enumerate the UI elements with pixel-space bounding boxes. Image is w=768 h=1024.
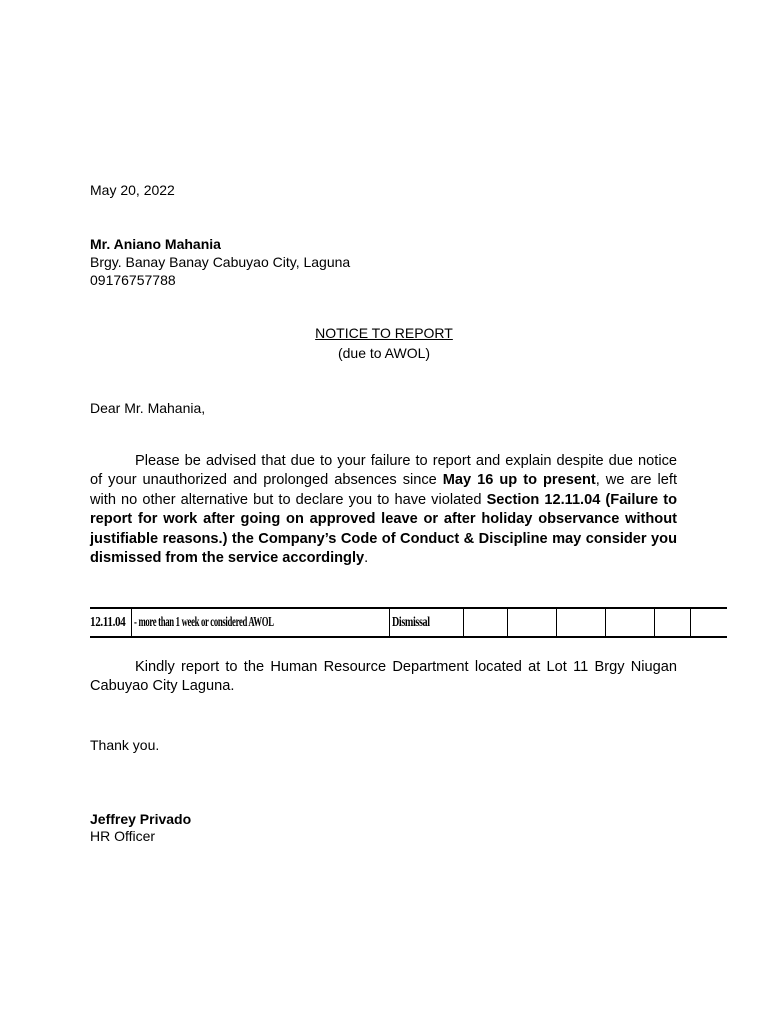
empty-cell bbox=[654, 608, 690, 637]
notice-subtitle: (due to AWOL) bbox=[337, 345, 431, 361]
notice-title: NOTICE TO REPORT bbox=[315, 325, 453, 341]
empty-cell bbox=[556, 608, 605, 637]
recipient-phone: 09176757788 bbox=[90, 272, 176, 288]
recipient-name: Mr. Aniano Mahania bbox=[90, 236, 221, 252]
body-text-2: , we are left with no other alternative but to declare you to have violated bbox=[90, 472, 677, 508]
absence-period: May 16 up to present bbox=[442, 472, 596, 489]
offense-code-cell bbox=[90, 608, 131, 637]
empty-cell bbox=[463, 608, 507, 637]
body-text-1: Please be advised that due to your failure to report and explain despite due notice of your unauthorized and prolonged absences since bbox=[90, 453, 677, 489]
recipient-address: Brgy. Banay Banay Cabuyao City, Laguna bbox=[90, 254, 351, 270]
body-text-3: . bbox=[364, 550, 369, 567]
signer-name: Jeffrey Privado bbox=[90, 811, 192, 827]
penalty-cell bbox=[389, 608, 463, 637]
letter-date: May 20, 2022 bbox=[90, 182, 175, 198]
signer-title: HR Officer bbox=[90, 828, 156, 844]
empty-cell bbox=[690, 608, 727, 637]
penalty: Dismissal bbox=[391, 614, 430, 630]
code-of-conduct-table bbox=[90, 607, 727, 638]
body-paragraph bbox=[90, 452, 677, 568]
offense-description-cell bbox=[131, 608, 389, 637]
report-paragraph: Kindly report to the Human Resource Department located at Lot 11 Brgy Niugan Cabuyao City Laguna. bbox=[90, 659, 677, 695]
violation-statement: Section 12.11.04 (Failure to report for work after going on approved leave or after holiday observance without justifiable reasons.) the Company’s Code of Conduct & Discipline may consider you dismissed from the service accordingly bbox=[90, 491, 677, 567]
table-row bbox=[90, 608, 727, 637]
empty-cell bbox=[507, 608, 556, 637]
offense-code: 12.11.04 bbox=[90, 614, 126, 630]
empty-cell bbox=[605, 608, 654, 637]
salutation: Dear Mr. Mahania, bbox=[90, 400, 206, 416]
offense-description: - more than 1 week or considered AWOL bbox=[133, 614, 274, 630]
closing: Thank you. bbox=[90, 737, 160, 753]
